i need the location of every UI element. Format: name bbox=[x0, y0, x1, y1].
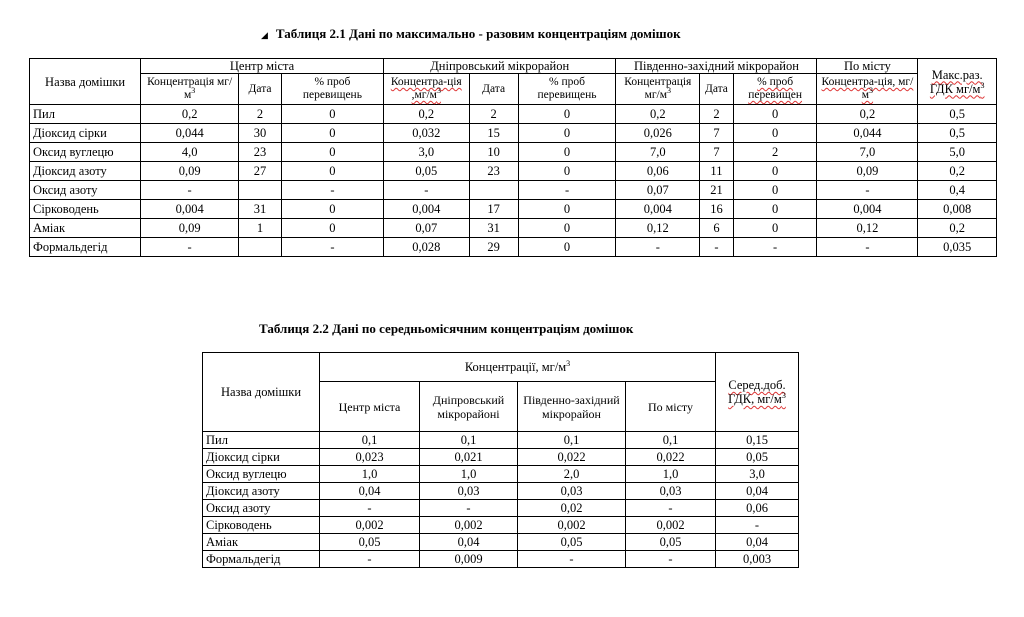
table-row bbox=[30, 200, 997, 219]
table-cell: - bbox=[281, 238, 383, 257]
table-cell: - bbox=[383, 181, 469, 200]
table1-subheader-row bbox=[30, 74, 997, 105]
subheader-conc-dnipro: Концентра-ція $,мг/м^3$ bbox=[383, 74, 469, 105]
table-cell: 0,2 bbox=[918, 219, 997, 238]
group-dnipro: Дніпровський мікрорайон bbox=[383, 59, 616, 74]
table-cell: 0,04 bbox=[716, 483, 799, 500]
row-label: Діоксид азоту bbox=[203, 483, 320, 500]
table-cell: 0,2 bbox=[141, 105, 239, 124]
table-cell: 16 bbox=[700, 200, 734, 219]
table-cell: 0 bbox=[281, 143, 383, 162]
table-cell: 0 bbox=[733, 219, 817, 238]
subheader-date-center: Дата bbox=[239, 74, 282, 105]
table-cell: 11 bbox=[700, 162, 734, 181]
table-row bbox=[203, 449, 799, 466]
table-cell: 0,12 bbox=[616, 219, 700, 238]
table-cell: 0,003 bbox=[716, 551, 799, 568]
table-cell: 0 bbox=[518, 105, 616, 124]
table1-header-row bbox=[30, 59, 997, 74]
table-cell: 0 bbox=[733, 200, 817, 219]
table-row bbox=[30, 219, 997, 238]
table-monthly-concentrations bbox=[202, 352, 799, 568]
table-cell: 0,2 bbox=[616, 105, 700, 124]
table-cell: - bbox=[141, 181, 239, 200]
table-cell: 15 bbox=[469, 124, 518, 143]
table-cell: 0,07 bbox=[616, 181, 700, 200]
subheader-date-southwest: Дата bbox=[700, 74, 734, 105]
table-cell: 0 bbox=[281, 200, 383, 219]
group-city: По місту bbox=[817, 59, 918, 74]
subheader-date-dnipro: Дата bbox=[469, 74, 518, 105]
table-cell: - bbox=[320, 551, 420, 568]
table-cell: 0 bbox=[518, 238, 616, 257]
table-cell: - bbox=[141, 238, 239, 257]
table-cell: 0,2 bbox=[918, 162, 997, 181]
table-cell: 23 bbox=[239, 143, 282, 162]
table-cell: 0,002 bbox=[320, 517, 420, 534]
table-cell: 0,044 bbox=[141, 124, 239, 143]
table-row bbox=[203, 551, 799, 568]
table-cell: 0 bbox=[281, 219, 383, 238]
table-cell: - bbox=[733, 238, 817, 257]
table-cell: 0,05 bbox=[320, 534, 420, 551]
table-cell: - bbox=[700, 238, 734, 257]
table-cell bbox=[239, 181, 282, 200]
table-cell: 0 bbox=[733, 105, 817, 124]
table-row bbox=[30, 238, 997, 257]
table-cell: 0,04 bbox=[320, 483, 420, 500]
table-cell: - bbox=[320, 500, 420, 517]
table-row bbox=[30, 143, 997, 162]
table-cell: 2,0 bbox=[518, 466, 626, 483]
table-cell: 0,002 bbox=[626, 517, 716, 534]
row-label: Діоксид сірки bbox=[30, 124, 141, 143]
table-cell: 2 bbox=[239, 105, 282, 124]
table-cell: 0,004 bbox=[141, 200, 239, 219]
row-label: Формальдегід bbox=[30, 238, 141, 257]
table-cell: - bbox=[518, 551, 626, 568]
table2-conc-group: Концентрації, $мг/м^3$ bbox=[320, 353, 716, 382]
table-cell: 0,022 bbox=[626, 449, 716, 466]
table-cell: 4,0 bbox=[141, 143, 239, 162]
table-cell: 0,05 bbox=[518, 534, 626, 551]
table-cell: - bbox=[817, 181, 918, 200]
table-cell: 0,044 bbox=[817, 124, 918, 143]
subheader-pct-center: % проб перевищень bbox=[281, 74, 383, 105]
t2-subheader-dnipro: Дніпровський мікрорайоні bbox=[420, 382, 518, 432]
table2-caption: Таблиця 2.2 Дані по середньомісячним концентраціям домішок bbox=[259, 321, 634, 336]
table-cell: 17 bbox=[469, 200, 518, 219]
table-cell: 0 bbox=[518, 124, 616, 143]
group-southwest: Південно-західний мікрорайон bbox=[616, 59, 817, 74]
subheader-pct-southwest: % проб перевищен bbox=[733, 74, 817, 105]
row-label: Пил bbox=[30, 105, 141, 124]
table-cell: 0,1 bbox=[626, 432, 716, 449]
table-cell: 0,035 bbox=[918, 238, 997, 257]
table-cell: 0,1 bbox=[320, 432, 420, 449]
row-label: Формальдегід bbox=[203, 551, 320, 568]
table-cell: 0 bbox=[281, 124, 383, 143]
table-cell: 0,09 bbox=[141, 219, 239, 238]
table-cell: 0,032 bbox=[383, 124, 469, 143]
t2-subheader-center: Центр міста bbox=[320, 382, 420, 432]
table-cell: - bbox=[626, 551, 716, 568]
row-label: Діоксид сірки bbox=[203, 449, 320, 466]
table-row bbox=[203, 517, 799, 534]
table-cell: 21 bbox=[700, 181, 734, 200]
table-cell: 0,03 bbox=[518, 483, 626, 500]
table-cell: 0,04 bbox=[716, 534, 799, 551]
table-cell: 1,0 bbox=[320, 466, 420, 483]
table-cell: 0,028 bbox=[383, 238, 469, 257]
table-cell: 0,15 bbox=[716, 432, 799, 449]
table2-body bbox=[203, 432, 799, 568]
table-cell: 0,008 bbox=[918, 200, 997, 219]
table-cell: 0,004 bbox=[817, 200, 918, 219]
table-cell: - bbox=[518, 181, 616, 200]
table-cell: 0 bbox=[733, 181, 817, 200]
table-row bbox=[203, 500, 799, 517]
table-cell: 3,0 bbox=[716, 466, 799, 483]
table2-limit-header: Серед.доб. ГДК, $мг/м^3$ bbox=[716, 353, 799, 432]
table-cell: 0,5 bbox=[918, 124, 997, 143]
table-cell bbox=[239, 238, 282, 257]
table-cell: 10 bbox=[469, 143, 518, 162]
table-cell: 0,021 bbox=[420, 449, 518, 466]
table-cell: 0,09 bbox=[141, 162, 239, 181]
table1-caption bbox=[261, 26, 681, 42]
table-cell: 0,5 bbox=[918, 105, 997, 124]
table1-caption-text: Таблиця 2.1 Дані по максимально - разовим концентраціям домішок bbox=[275, 26, 681, 41]
table-max-concentrations bbox=[29, 58, 997, 257]
table-cell: 0 bbox=[518, 162, 616, 181]
table-cell: 0,009 bbox=[420, 551, 518, 568]
table-cell: 0,4 bbox=[918, 181, 997, 200]
table1-body bbox=[30, 105, 997, 257]
table-cell: 1 bbox=[239, 219, 282, 238]
table-cell: 0,09 bbox=[817, 162, 918, 181]
table-cell: 7,0 bbox=[616, 143, 700, 162]
table-row bbox=[30, 105, 997, 124]
table-cell: 0,002 bbox=[420, 517, 518, 534]
table-cell: 0 bbox=[518, 200, 616, 219]
table2-header-row bbox=[203, 353, 799, 382]
row-label: Сірководень bbox=[203, 517, 320, 534]
table-cell: - bbox=[420, 500, 518, 517]
subheader-conc-southwest: Концентрація $мг/м^3$ bbox=[616, 74, 700, 105]
table-cell: 0,06 bbox=[716, 500, 799, 517]
table-cell: 0,05 bbox=[626, 534, 716, 551]
table-cell: 0,03 bbox=[626, 483, 716, 500]
table-cell: 29 bbox=[469, 238, 518, 257]
table-cell: 7 bbox=[700, 124, 734, 143]
table-cell: 0,07 bbox=[383, 219, 469, 238]
table-cell: 1,0 bbox=[420, 466, 518, 483]
table-cell: 0,2 bbox=[817, 105, 918, 124]
row-label: Оксид азоту bbox=[203, 500, 320, 517]
row-label: Оксид вуглецю bbox=[30, 143, 141, 162]
table-cell: 0,023 bbox=[320, 449, 420, 466]
subheader-conc-center: Концентрація $мг/м^3$ bbox=[141, 74, 239, 105]
table-cell: 0,1 bbox=[420, 432, 518, 449]
max-limit-header: Макс.раз. ГДК $мг/м^3$ bbox=[918, 59, 997, 105]
table-cell: 0 bbox=[733, 124, 817, 143]
table-cell: 0,002 bbox=[518, 517, 626, 534]
table-cell: - bbox=[716, 517, 799, 534]
collapse-triangle-icon[interactable]: ◢ bbox=[261, 30, 268, 40]
group-center: Центр міста bbox=[141, 59, 384, 74]
table-cell: 0,06 bbox=[616, 162, 700, 181]
table-cell: 0,05 bbox=[383, 162, 469, 181]
table-cell: 0,03 bbox=[420, 483, 518, 500]
table-cell: 0 bbox=[733, 162, 817, 181]
table-cell: 31 bbox=[239, 200, 282, 219]
table-cell: 1,0 bbox=[626, 466, 716, 483]
table-cell: - bbox=[817, 238, 918, 257]
row-label: Сірководень bbox=[30, 200, 141, 219]
table-cell: 2 bbox=[700, 105, 734, 124]
row-label: Пил bbox=[203, 432, 320, 449]
table-cell: - bbox=[626, 500, 716, 517]
row-label: Оксид азоту bbox=[30, 181, 141, 200]
table-cell: 0,02 bbox=[518, 500, 626, 517]
table-row bbox=[203, 483, 799, 500]
table-row bbox=[30, 124, 997, 143]
table-cell: 30 bbox=[239, 124, 282, 143]
table-cell: 3,0 bbox=[383, 143, 469, 162]
table-cell: 31 bbox=[469, 219, 518, 238]
table-cell: 0,022 bbox=[518, 449, 626, 466]
table-cell: 7,0 bbox=[817, 143, 918, 162]
table-cell: - bbox=[616, 238, 700, 257]
row-label: Аміак bbox=[203, 534, 320, 551]
subheader-conc-city: Концентра-ція, $мг/м^3$ bbox=[817, 74, 918, 105]
t2-subheader-southwest: Південно-західний мікрорайон bbox=[518, 382, 626, 432]
table-cell: 6 bbox=[700, 219, 734, 238]
table-row bbox=[203, 534, 799, 551]
subheader-pct-dnipro: % проб перевищень bbox=[518, 74, 616, 105]
table-cell bbox=[469, 181, 518, 200]
row-label: Діоксид азоту bbox=[30, 162, 141, 181]
table-cell: 0,05 bbox=[716, 449, 799, 466]
table1-name-header: Назва домішки bbox=[30, 59, 141, 105]
table-cell: 0,1 bbox=[518, 432, 626, 449]
table-cell: 0 bbox=[518, 219, 616, 238]
table-cell: 7 bbox=[700, 143, 734, 162]
table-cell: 2 bbox=[733, 143, 817, 162]
table-cell: 23 bbox=[469, 162, 518, 181]
table-cell: 2 bbox=[469, 105, 518, 124]
table-cell: 27 bbox=[239, 162, 282, 181]
table-cell: 0,2 bbox=[383, 105, 469, 124]
table2-name-header: Назва домішки bbox=[203, 353, 320, 432]
table-row bbox=[30, 181, 997, 200]
table-cell: 5,0 bbox=[918, 143, 997, 162]
t2-subheader-city: По місту bbox=[626, 382, 716, 432]
table-cell: 0 bbox=[281, 105, 383, 124]
table-cell: 0 bbox=[518, 143, 616, 162]
table-cell: - bbox=[281, 181, 383, 200]
row-label: Оксид вуглецю bbox=[203, 466, 320, 483]
table-row bbox=[203, 466, 799, 483]
table-cell: 0,026 bbox=[616, 124, 700, 143]
row-label: Аміак bbox=[30, 219, 141, 238]
table-cell: 0,04 bbox=[420, 534, 518, 551]
table-cell: 0,004 bbox=[616, 200, 700, 219]
table-row bbox=[203, 432, 799, 449]
table-row bbox=[30, 162, 997, 181]
table-cell: 0,12 bbox=[817, 219, 918, 238]
table-cell: 0 bbox=[281, 162, 383, 181]
table-cell: 0,004 bbox=[383, 200, 469, 219]
